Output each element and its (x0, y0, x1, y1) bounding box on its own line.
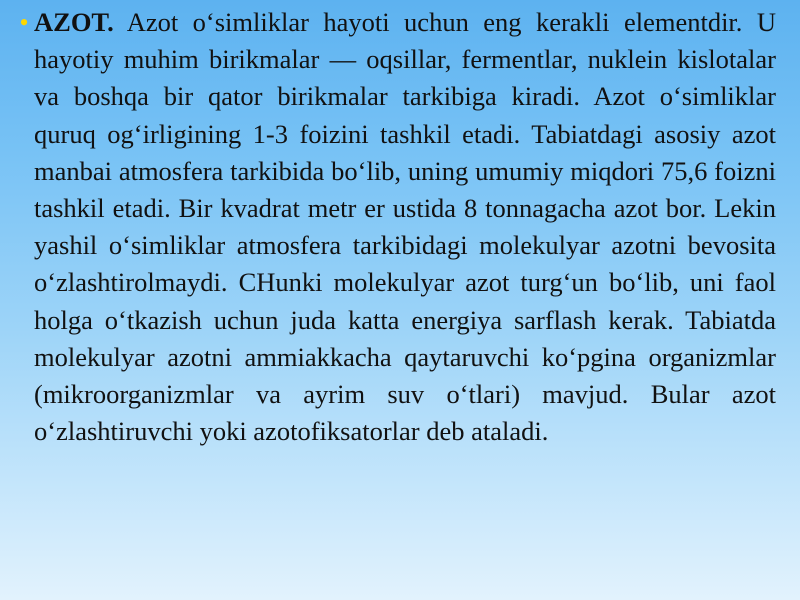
bullet-item (14, 4, 776, 450)
paragraph-body: Azot o‘simliklar hayoti uchun eng kerakli elementdir. U hayotiy muhim birikmalar — oqsillar, fermentlar, nuklein kislotalar va boshqa bir qator birikmalar tarkibiga kiradi. Azot o‘simliklar quruq og‘irligining 1-3 foizini tashkil etadi. Tabiatdagi asosiy azot manbai atmosfera tarkibida bo‘lib, uning umumiy miqdori 75,6 foizni tashkil etadi. Bir kvadrat metr er ustida 8 tonnagacha azot bor. Lekin yashil o‘simliklar atmosfera tarkibidagi molekulyar azotni bevosita o‘zlashtirolmaydi. CHunki molekulyar azot turg‘un bo‘lib, uni faol holga o‘tkazish uchun juda katta energiya sarflash kerak. Tabiatda molekulyar azotni ammiakkacha qaytaruvchi ko‘pgina organizmlar (mikroorganizmlar va ayrim suv o‘tlari) mavjud. Bular azot o‘zlashtiruvchi yoki azotofiksatorlar deb ataladi. (34, 7, 776, 447)
slide-paragraph (34, 4, 776, 450)
bullet-icon: • (19, 8, 29, 37)
term-heading: AZOT. (34, 7, 114, 37)
